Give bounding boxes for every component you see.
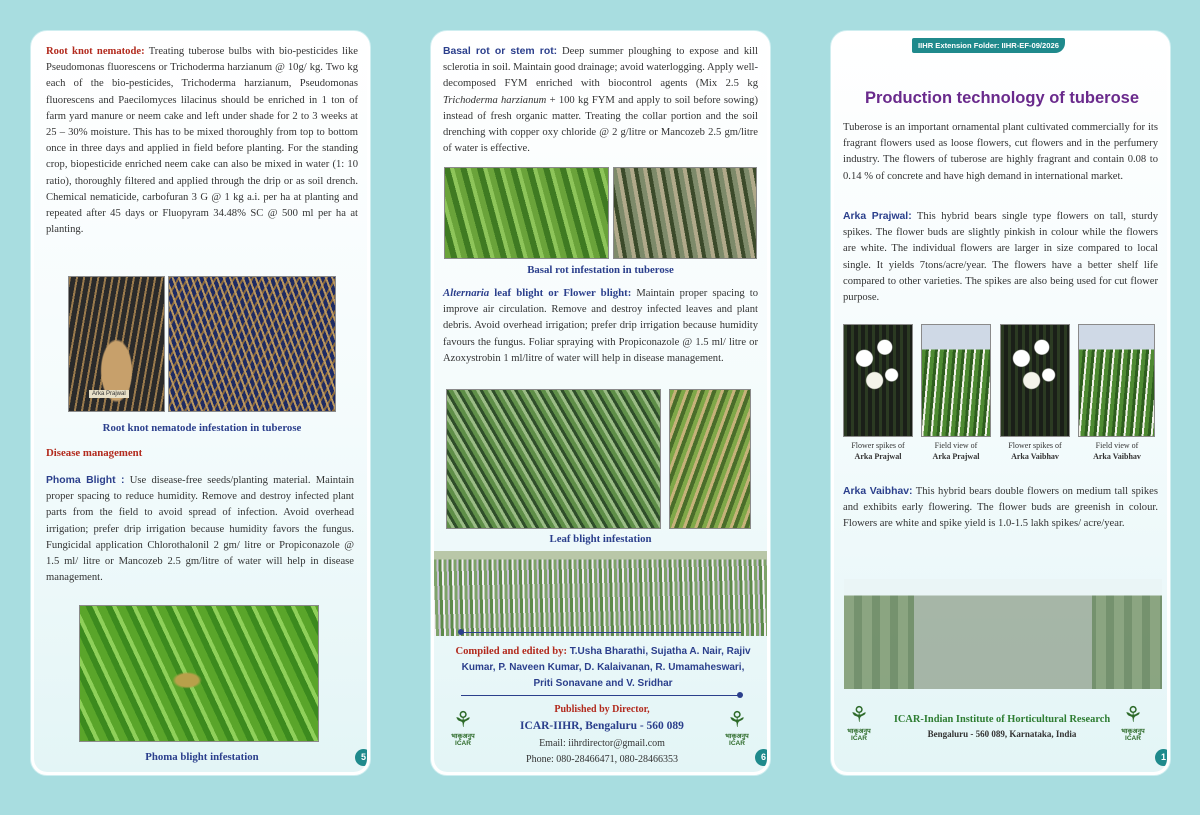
basal-rot-photo-2 — [613, 167, 757, 259]
photo-caption-line1: Field view of — [934, 441, 978, 450]
basal-rot-caption: Basal rot infestation in tuberose — [527, 264, 674, 276]
tuberose-field-photo — [434, 551, 770, 636]
photo-caption-line1: Flower spikes of — [1008, 441, 1062, 450]
arka-vaibhav-body: This hybrid bears double flowers on medium tall spikes and exhibits early flowering. The flower buds are greenish in colour. Flowers are white and spike yield is 1.0-1.5 lakh spikes/ acre/year. — [843, 486, 1158, 530]
alternaria-title: leaf blight or Flower blight: — [489, 287, 632, 299]
photo-caption-2 — [914, 441, 998, 462]
leaf-blight-caption: Leaf blight infestation — [549, 533, 652, 545]
divider-line-top — [461, 632, 741, 633]
basal-rot-photo-1 — [444, 167, 609, 259]
leaf-blight-photo-2 — [669, 389, 751, 529]
intro-paragraph: Tuberose is an important ornamental plant cultivated commercially for its fragrant flowers used as loose flowers, cut flowers and in the perfumery industry. The flowers of tuberose are highly fragrant and contain 0.08 to 0.14 % of concrete and have high demand in international market. — [843, 122, 1158, 182]
icar-logo-text: ICAR — [1125, 735, 1141, 742]
arka-prajwal-title: Arka Prajwal: — [843, 211, 912, 222]
root-knot-photo-1 — [68, 276, 165, 412]
wheat-icon: ⚘ — [453, 708, 473, 733]
field-view-prajwal-photo — [921, 324, 991, 437]
publisher: ICAR-IIHR, Bengaluru - 560 089 — [520, 720, 684, 732]
institute-name: ICAR-Indian Institute of Horticultural Research — [893, 714, 1111, 725]
arka-vaibhav-paragraph — [843, 484, 1158, 533]
email: Email: iihrdirector@gmail.com — [539, 738, 665, 749]
icar-logo-text: ICAR — [455, 740, 471, 747]
photo-caption-line2: Arka Vaibhav — [1011, 451, 1059, 461]
phoma-blight-body: Use disease-free seeds/planting material. Maintain proper spacing to reduce humidity. Remove and destroy infected plant parts from the field to avoid spread of infection. Avoid overhead irrigation; prefer drip irrigation because humidity favors the fungus. Fungicidal application Chlorothalonil 2 gm/ litre or Propiconazole @ 1.5 ml/ litre or Mancozeb 2.5 gm/litre of water will help in disease management. — [46, 475, 354, 584]
published-label: Published by Director, — [554, 704, 650, 715]
photo-caption-line1: Flower spikes of — [851, 441, 905, 450]
arka-vaibhav-title: Arka Vaibhav: — [843, 486, 913, 497]
phoma-blight-title: Phoma Blight : — [46, 475, 125, 486]
divider-line-bottom — [461, 695, 741, 696]
disease-management-heading: Disease management — [46, 447, 143, 459]
divider-dot-top — [458, 629, 464, 635]
divider-dot-bottom — [737, 692, 743, 698]
page-title: Production technology of tuberose — [864, 89, 1140, 107]
root-knot-body: Treating tuberose bulbs with bio-pesticides like Pseudomonas fluorescens or Trichoderma harzianum @ 10g/ kg. Two kg each of the bio-pesticides, Trichoderma harzianum, Pseudomonas fluorescens and Paecilomyces lilacinus should be enriched in 1 ton of farm yard manure or neem cake and left under shade for 2 to 3 weeks at 25 – 30% moisture. This has to be mixed thoroughly from top to bottom once in three days and applied in field before planting. For the standing crop, biopesticide enriched neem cake can also be mixed in water (1: 10 ratio), thoroughly filtered and applied through the drip or as soil drench. Chemical nematicide, carbofuran 3 G @ 1 kg a.i. per ha at planting and repeated after 45 days or Fluopyram 34.48% SC @ 500 ml per ha at planting. — [46, 46, 358, 236]
root-knot-paragraph — [46, 44, 358, 238]
leaf-blight-photo-1 — [446, 389, 661, 529]
icar-logo-text: ICAR — [729, 740, 745, 747]
page-5-panel — [31, 31, 370, 775]
wheat-icon: ⚘ — [849, 703, 869, 728]
basal-rot-body-2: + 100 kg FYM and apply to soil before sowing) instead of fresh organic matter. Treating the collar portion and the soil drenching with copper oxy chloride @ 2 g/litre or Mancozeb 2.5 gm/litre of water is effective. — [443, 94, 758, 155]
root-knot-caption: Root knot nematode infestation in tuberose — [102, 422, 302, 434]
root-knot-photo-2 — [168, 276, 336, 412]
phoma-blight-photo — [79, 605, 319, 742]
basal-rot-paragraph — [443, 44, 758, 157]
field-view-vaibhav-photo — [1078, 324, 1155, 437]
icar-logo-hindi: भाकृअनुप — [451, 733, 475, 740]
folder-tag: IIHR Extension Folder: IIHR-EF-09/2026 — [912, 38, 1065, 53]
phoma-blight-paragraph — [46, 473, 354, 586]
basal-rot-italic: Trichoderma harzianum — [443, 94, 547, 106]
page-1-panel — [831, 31, 1170, 775]
page-number: 1 — [1155, 749, 1170, 766]
page-number: 6 — [755, 749, 770, 766]
photo-caption-4 — [1075, 441, 1159, 462]
compiled-names: T.Usha Bharathi, Sujatha A. Nair, Rajiv Kumar, P. Naveen Kumar, D. Kalaivanan, R. Umamaheswari, Priti Sonavane and V. Sridhar — [461, 646, 751, 689]
phoma-blight-caption: Phoma blight infestation — [145, 751, 259, 763]
photo-label-arka-prajwal: Arka Prajwal — [89, 390, 129, 398]
photo-caption-3 — [993, 441, 1077, 462]
institute-building-photo — [844, 579, 1162, 689]
photo-caption-1 — [836, 441, 920, 462]
icar-logo-hindi: भाकृअनुप — [1121, 728, 1145, 735]
flower-spikes-prajwal-photo — [843, 324, 913, 437]
phone: Phone: 080-28466471, 080-28466353 — [526, 754, 678, 765]
alternaria-paragraph — [443, 285, 758, 367]
wheat-icon: ⚘ — [1123, 703, 1143, 728]
flower-spikes-vaibhav-photo — [1000, 324, 1070, 437]
wheat-icon: ⚘ — [727, 708, 747, 733]
photo-caption-line1: Field view of — [1095, 441, 1139, 450]
photo-caption-line2: Arka Prajwal — [854, 451, 902, 461]
root-knot-title: Root knot nematode: — [46, 46, 145, 57]
photo-caption-line2: Arka Vaibhav — [1093, 451, 1141, 461]
icar-logo-hindi: भाकृअनुप — [725, 733, 749, 740]
institute-address: Bengaluru - 560 089, Karnataka, India — [927, 729, 1077, 739]
basal-rot-title: Basal rot or stem rot: — [443, 46, 558, 57]
arka-prajwal-paragraph — [843, 209, 1158, 306]
page-6-panel — [431, 31, 770, 775]
page-number: 5 — [355, 749, 370, 766]
compiled-label: Compiled and edited by: — [455, 646, 567, 657]
compiled-by — [454, 644, 752, 692]
icar-logo-hindi: भाकृअनुप — [847, 728, 871, 735]
alternaria-title-italic: Alternaria — [443, 287, 490, 299]
arka-prajwal-body: This hybrid bears single type flowers on tall, sturdy spikes. The flower buds are slightly pinkish in colour while the flowers are white. The individual flowers are larger in size compared to local single. It yields 7tons/acre/year. The flowers have a better shelf life compared to other varieties. The spikes are also being used for cut flower purpose. — [843, 211, 1159, 304]
photo-caption-line2: Arka Prajwal — [932, 451, 980, 461]
basal-rot-body-1: Deep summer ploughing to expose and kill sclerotia in soil. Maintain good drainage; avoid waterlogging. Apply well-decomposed FYM enriched with biocontrol agents (Mix 2.5 kg — [443, 46, 758, 90]
icar-logo-text: ICAR — [851, 735, 867, 742]
alternaria-body: Maintain proper spacing to improve air circulation. Remove and destroy infected leaves and plant debris. Avoid overhead irrigation; prefer drip irrigation because humidity favours the fungus. Foliar spraying with Propiconazole @ 1.5 ml/ litre or Azoxystrobin 1 ml/litre of water will help in disease management. — [443, 288, 759, 364]
